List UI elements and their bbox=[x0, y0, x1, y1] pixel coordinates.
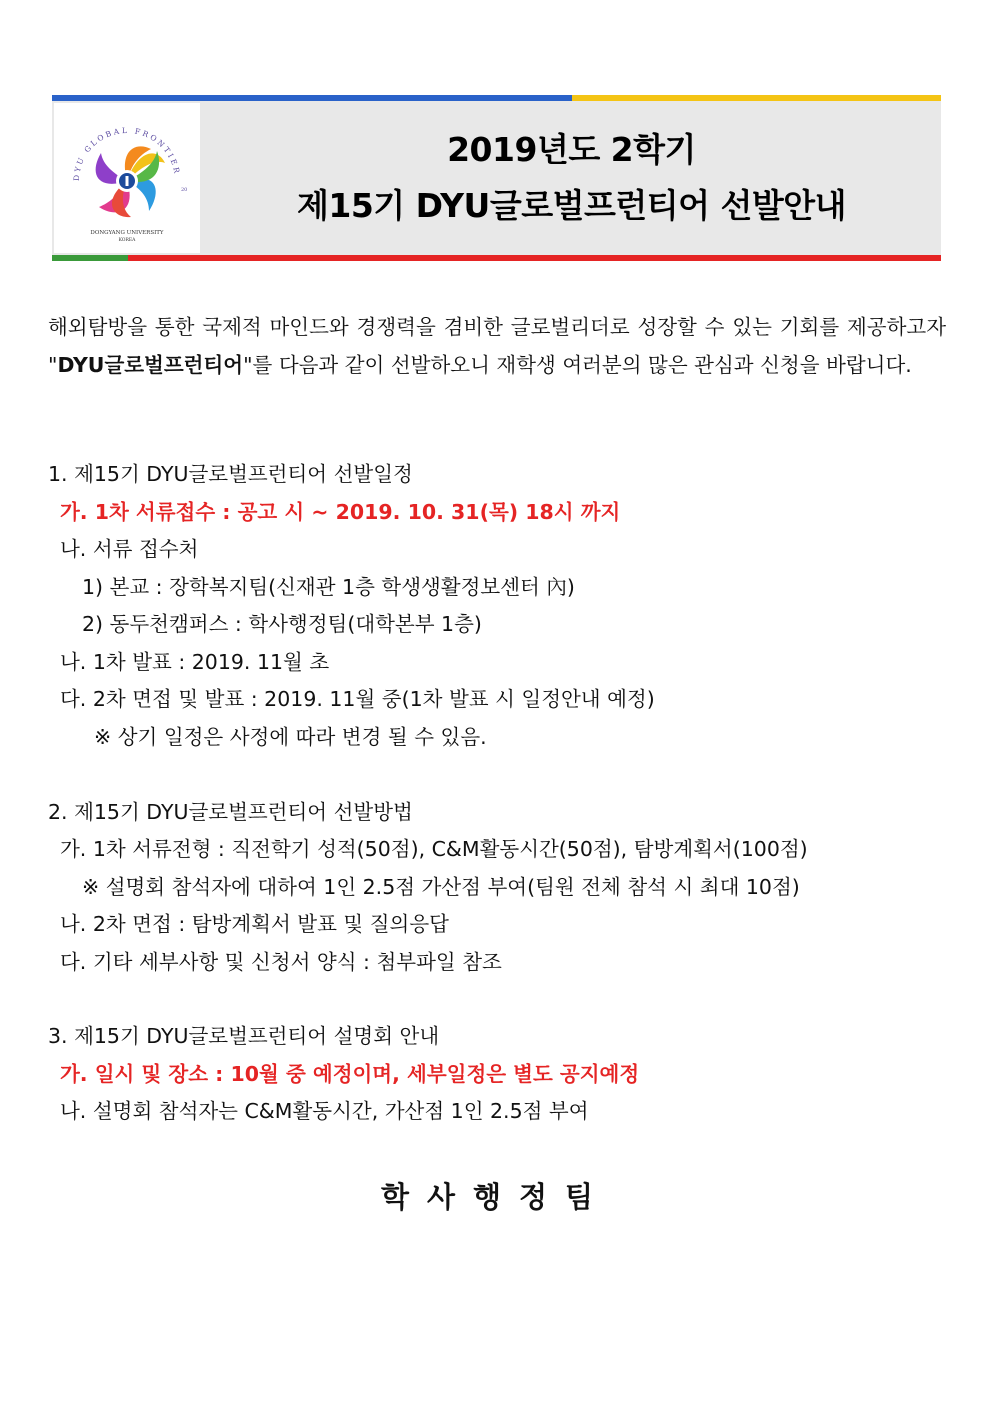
logo-ring-text: DYU GLOBAL FRONTIER bbox=[71, 125, 182, 182]
title-line-1: 2019년도 2학기 bbox=[447, 130, 696, 169]
section1-subitem-dongducheon-campus: 2) 동두천캠퍼스 : 학사행정팀(대학본부 1층) bbox=[82, 612, 482, 636]
section1-item-first-announcement: 나. 1차 발표 : 2019. 11월 초 bbox=[60, 650, 330, 674]
section2-title: 2. 제15기 DYU글로벌프런티어 선발방법 bbox=[48, 800, 413, 824]
section1-item-document-submission: 가. 1차 서류접수 : 공고 시 ~ 2019. 10. 31(목) 18시 까지 bbox=[60, 500, 621, 524]
section3-item-schedule: 가. 일시 및 장소 : 10월 중 예정이며, 세부일정은 별도 공지예정 bbox=[60, 1062, 640, 1086]
title-line-2: 제15기 DYU글로벌프런티어 선발안내 bbox=[297, 186, 846, 225]
section1-item-interview: 다. 2차 면접 및 발표 : 2019. 11월 중(1차 발표 시 일정안내 예정) bbox=[60, 687, 655, 711]
document-header bbox=[52, 95, 941, 261]
section1-subitem-main-campus: 1) 본교 : 장학복지팀(신재관 1층 학생생활정보센터 內) bbox=[82, 575, 575, 599]
pinwheel-logo-icon bbox=[54, 103, 200, 253]
section1-title: 1. 제15기 DYU글로벌프런티어 선발일정 bbox=[48, 462, 413, 486]
issuing-department: 학사행정팀 bbox=[380, 1180, 612, 1214]
intro-paragraph bbox=[48, 309, 946, 384]
header-bottom-red-bar bbox=[128, 255, 941, 261]
section2-item-document-screening: 가. 1차 서류전형 : 직전학기 성적(50점), C&M활동시간(50점), 탐방계획서(100점) bbox=[60, 837, 808, 861]
intro-text-after: "를 다음과 같이 선발하오니 재학생 여러분의 많은 관심과 신청을 바랍니다. bbox=[243, 352, 912, 377]
header-bottom-green-bar bbox=[52, 255, 128, 261]
dyu-global-frontier-logo bbox=[54, 103, 200, 253]
section2-item-etc: 다. 기타 세부사항 및 신청서 양식 : 첨부파일 참조 bbox=[60, 950, 502, 974]
header-title bbox=[202, 101, 941, 255]
section3-item-attendee-benefit: 나. 설명회 참석자는 C&M활동시간, 가산점 1인 2.5점 부여 bbox=[60, 1099, 589, 1123]
intro-text-before: 해외탐방을 통한 국제적 마인드와 경쟁력을 겸비한 글로벌리더로 성장할 수 있는 기회를 제공하고자 " bbox=[48, 315, 946, 377]
section2-item-interview: 나. 2차 면접 : 탐방계획서 발표 및 질의응답 bbox=[60, 912, 449, 936]
logo-country: KOREA bbox=[118, 238, 136, 243]
section1-note: ※ 상기 일정은 사정에 따라 변경 될 수 있음. bbox=[94, 725, 487, 749]
section3-title: 3. 제15기 DYU글로벌프런티어 설명회 안내 bbox=[48, 1024, 440, 1048]
section2-note: ※ 설명회 참석자에 대하여 1인 2.5점 가산점 부여(팀원 전체 참석 시 최대 10점) bbox=[82, 875, 800, 899]
header-body bbox=[52, 101, 941, 255]
logo-year-text: 20 bbox=[181, 187, 188, 193]
logo-university-name: DONGYANG UNIVERSITY bbox=[90, 230, 164, 236]
intro-program-name: DYU글로벌프런티어 bbox=[57, 352, 244, 377]
section1-item-submission-place: 나. 서류 접수처 bbox=[60, 537, 199, 561]
